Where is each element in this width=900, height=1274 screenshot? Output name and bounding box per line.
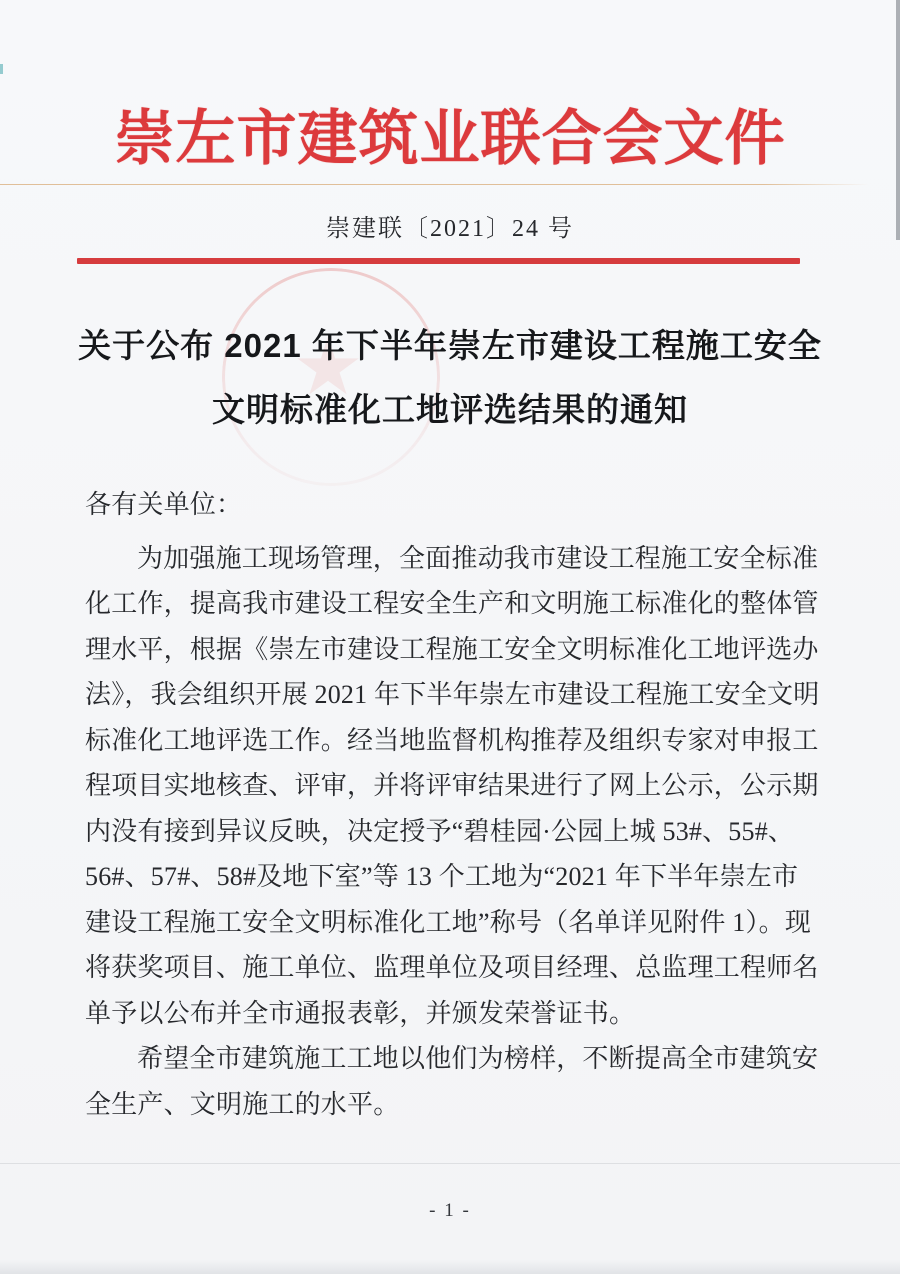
red-header-org-title: 崇左市建筑业联合会文件 (114, 106, 786, 172)
document-title-line1: 关于公布 2021 年下半年崇左市建设工程施工安全 (78, 327, 822, 364)
document-number: 崇建联〔2021〕24 号 (326, 216, 574, 242)
paragraph1-line: 将获奖项目、施工单位、监理单位及项目经理、总监理工程师名 (85, 953, 819, 982)
paragraph1-line: 法》，我会组织开展 2021 年下半年崇左市建设工程施工安全文明 (85, 680, 820, 709)
paragraph1-line: 单予以公布并全市通报表彰，并颁发荣誉证书。 (85, 998, 636, 1028)
paragraph1-line: 内没有接到异议反映，决定授予“碧桂园·公园上城 53#、55#、 (85, 816, 795, 846)
paragraph1-line: 标准化工地评选工作。经当地监督机构推荐及组织专家对申报工 (85, 725, 819, 755)
paragraph1-line: 56#、57#、58#及地下室”等 13 个工地为“2021 年下半年崇左市 (85, 862, 799, 891)
paragraph1-line: 建设工程施工安全文明标准化工地”称号（名单详见附件 1）。现 (85, 907, 812, 937)
document-body (85, 482, 820, 1127)
salutation: 各有关单位： (85, 490, 243, 519)
paragraph2-line: 希望全市建筑施工工地以他们为榜样，不断提高全市建筑安 (137, 1044, 819, 1073)
document-title-line2: 文明标准化工地评选结果的通知 (212, 391, 688, 428)
paragraph2-line: 全生产、文明施工的水平。 (85, 1089, 400, 1119)
paragraph1-line: 程项目实地核查、评审，并将评审结果进行了网上公示，公示期 (85, 771, 819, 800)
paragraph1-line: 理水平，根据《崇左市建设工程施工安全文明标准化工地评选办 (85, 634, 819, 664)
scan-artifact-left-mark (0, 64, 3, 74)
scan-artifact-bottom-band (0, 1260, 900, 1274)
document-title (0, 314, 900, 442)
paragraph1-line: 化工作，提高我市建设工程安全生产和文明施工标准化的整体管 (85, 589, 819, 618)
page-number: - 1 - (429, 1200, 471, 1221)
paragraph1-line: 为加强施工现场管理，全面推动我市建设工程施工安全标准 (137, 543, 819, 573)
header-thin-divider (0, 184, 868, 185)
red-divider-rule (77, 258, 800, 264)
scan-artifact-bottom-line (0, 1163, 900, 1164)
